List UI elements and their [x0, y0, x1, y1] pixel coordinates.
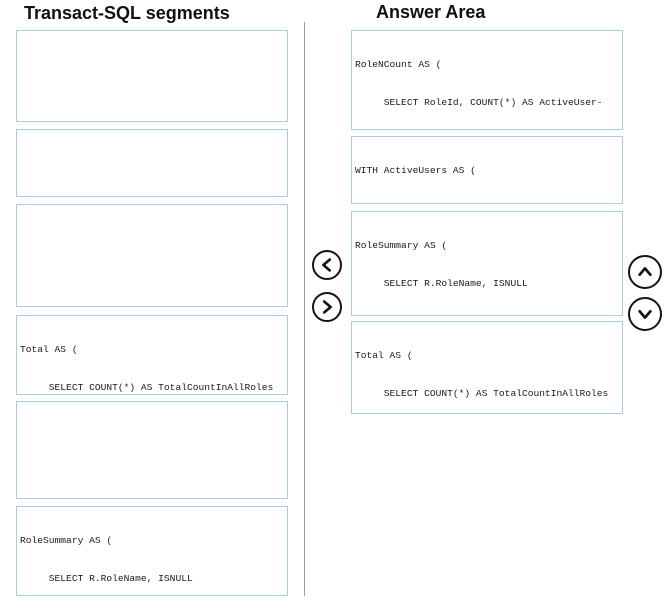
chevron-left-icon — [318, 256, 336, 274]
panel-divider — [304, 22, 305, 596]
segment-slot-empty-1[interactable] — [16, 30, 288, 122]
segments-heading: Transact-SQL segments — [24, 3, 230, 23]
code-line: WITH ActiveUsers AS ( — [355, 165, 476, 177]
code-line: SELECT COUNT(*) AS TotalCountInAllRoles — [355, 387, 609, 399]
code-line: SELECT COUNT(*) AS TotalCountInAllRoles — [20, 381, 274, 393]
segment-rolesummary[interactable] — [16, 506, 288, 596]
code-line: RoleSummary AS ( — [355, 240, 448, 252]
code-line: Total AS ( — [20, 344, 78, 356]
code-line: RoleNCount AS ( — [355, 59, 442, 71]
move-left-button[interactable] — [312, 250, 342, 280]
code-line: SELECT R.RoleName, ISNULL — [20, 572, 193, 584]
code-line: SELECT R.RoleName, ISNULL — [355, 277, 528, 289]
answer-rolencount[interactable] — [351, 30, 623, 130]
chevron-up-icon — [636, 263, 654, 281]
segment-slot-empty-3[interactable] — [16, 204, 288, 307]
code-line — [355, 203, 622, 204]
segment-slot-empty-4[interactable] — [16, 401, 288, 499]
code-line: Total AS ( — [355, 350, 413, 362]
move-up-button[interactable] — [628, 255, 662, 289]
answer-activeusers[interactable] — [351, 136, 623, 204]
answer-total[interactable] — [351, 321, 623, 414]
answer-rolesummary[interactable] — [351, 211, 623, 316]
move-down-button[interactable] — [628, 297, 662, 331]
answer-area-heading: Answer Area — [376, 2, 486, 22]
segment-total[interactable] — [16, 315, 288, 395]
chevron-right-icon — [318, 298, 336, 316]
code-line: RoleSummary AS ( — [20, 535, 113, 547]
code-line: SELECT RoleId, COUNT(*) AS ActiveUser- — [355, 96, 603, 108]
segment-slot-empty-2[interactable] — [16, 129, 288, 197]
move-right-button[interactable] — [312, 292, 342, 322]
chevron-down-icon — [636, 305, 654, 323]
